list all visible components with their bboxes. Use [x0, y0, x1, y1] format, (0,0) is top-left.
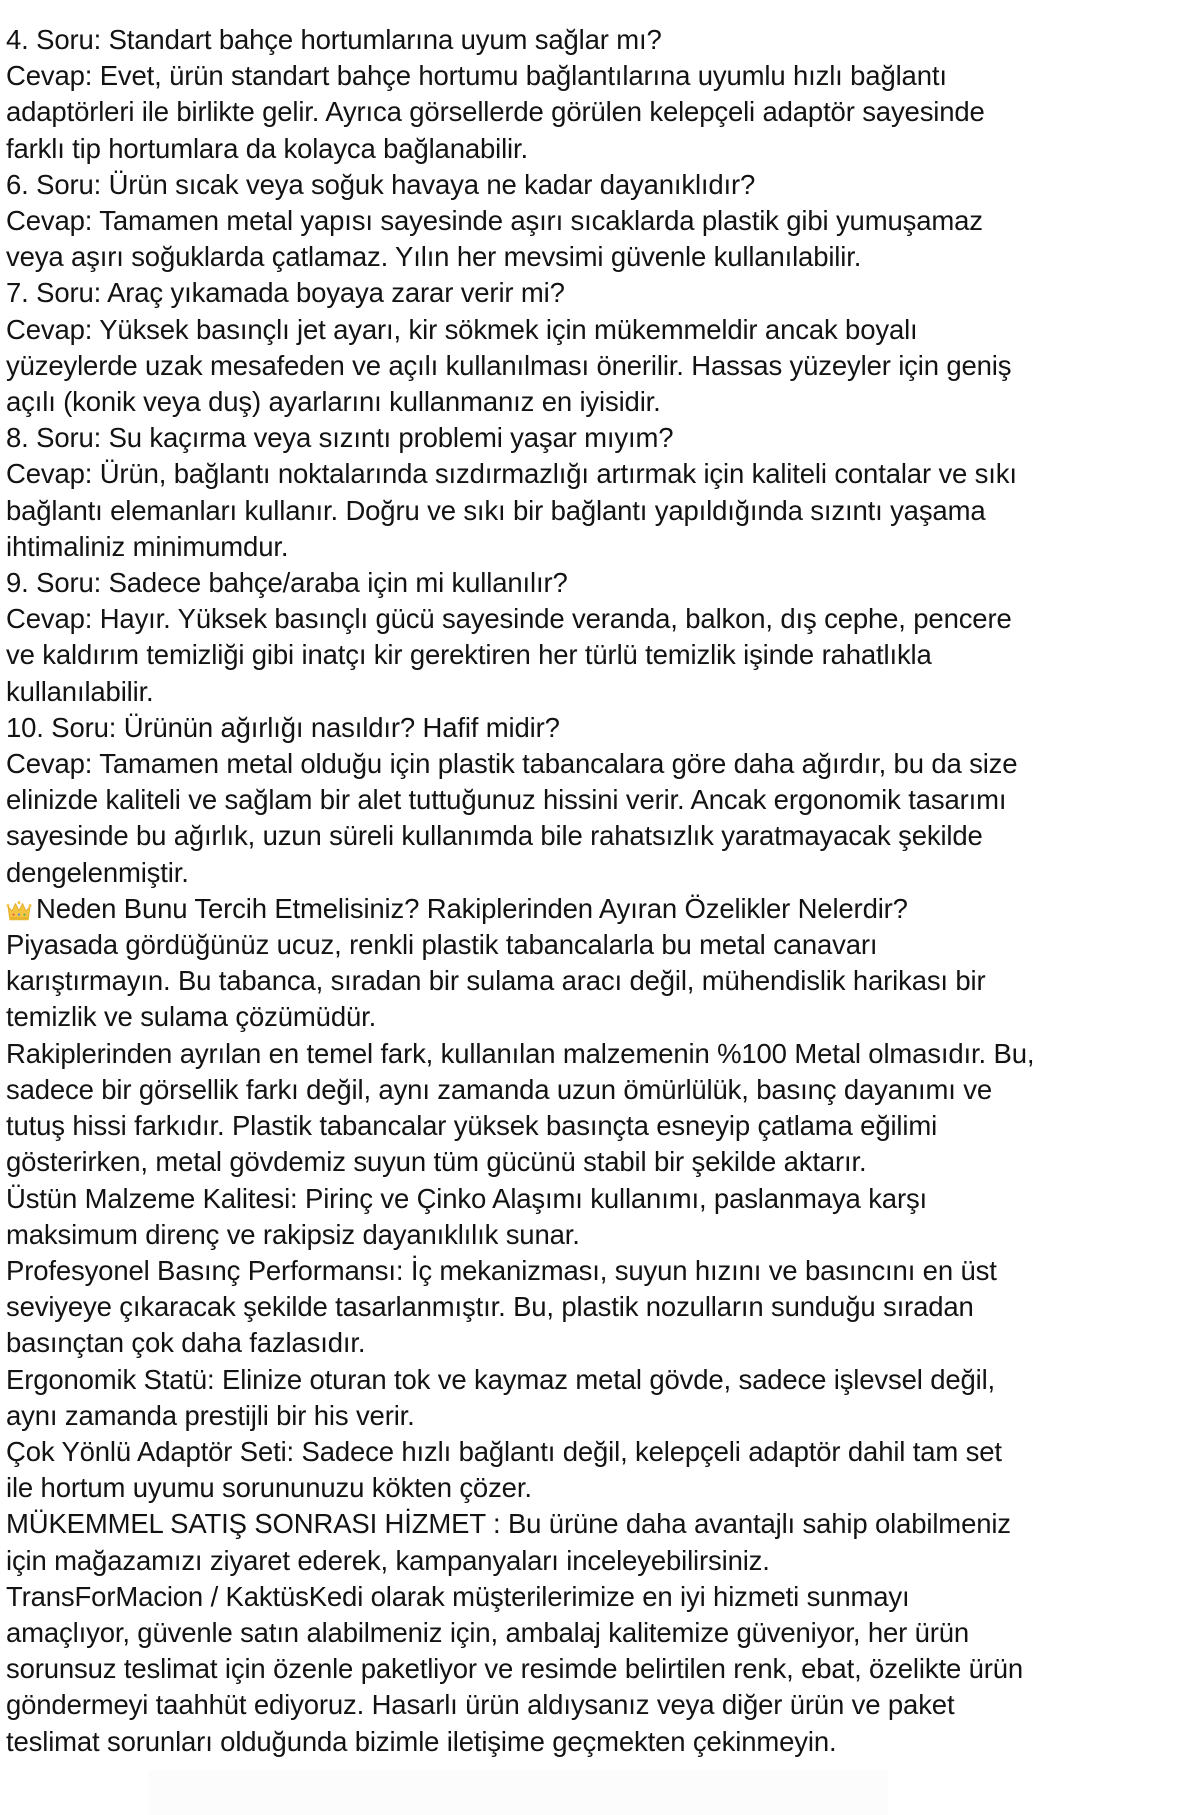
faq-question-8: 8. Soru: Su kaçırma veya sızıntı problemi yaşar mıyım? — [6, 422, 674, 454]
feature-adapter-set: Çok Yönlü Adaptör Seti: Sadece hızlı bağlantı değil, kelepçeli adaptör dahil tam set ile hortum uyumu sorununuzu kökten çözer. — [6, 1435, 1010, 1504]
document-text-body — [6, 22, 1042, 1760]
faq-answer-8: Cevap: Ürün, bağlantı noktalarında sızdırmazlığı artırmak için kaliteli contalar ve sıkı bağlantı elemanları kullanır. Doğru ve sıkı bir bağlantı yapıldığında sızıntı yaşama ihtimaliniz minimumdur. — [6, 458, 1025, 562]
why-choose-heading — [6, 891, 1036, 927]
faq-question-10: 10. Soru: Ürünün ağırlığı nasıldır? Hafif midir? — [6, 711, 560, 743]
faq-answer-7: Cevap: Yüksek basınçlı jet ayarı, kir sökmek için mükemmeldir ancak boyalı yüzeylerde uzak mesafeden ve açılı kullanılması önerilir. Hassas yüzeyler için geniş açılı (konik veya duş) ayarlarını kullanmanız en iyisidir. — [6, 313, 1019, 418]
faq-question-6: 6. Soru: Ürün sıcak veya soğuk havaya ne kadar dayanıklıdır? — [6, 168, 756, 200]
feature-ergonomic-status: Ergonomik Statü: Elinize oturan tok ve kaymaz metal gövde, sadece işlevsel değil, aynı zamanda prestijli bir his verir. — [6, 1363, 1003, 1431]
faq-answer-4: Cevap: Evet, ürün standart bahçe hortumu bağlantılarına uyumlu hızlı bağlantı adaptörleri ile birlikte gelir. Ayrıca görsellerde görülen kelepçeli adaptör sayesinde farklı tip hortumlara da kolayca bağlanabilir. — [6, 60, 993, 164]
footer-placeholder-block — [148, 1770, 888, 1815]
seller-promise: TransForMacion / KaktüsKedi olarak müşterilerimize en iyi hizmeti sunmayı amaçlıyor, güvenle satın alabilmeniz için, ambalaj kalitemize güveniyor, her ürün sorunsuz teslimat için özenle paketliyor ve resimde belirtilen renk, ebat, özelikte ürün göndermeyi taahhüt ediyoruz. Hasarlı ürün aldıysanız veya diğer ürün ve paket teslimat sorunları olduğunda bizimle iletişime geçmekten çekinmeyin. — [6, 1580, 1031, 1757]
crown-icon — [6, 898, 32, 922]
intro-paragraph: Piyasada gördüğünüz ucuz, renkli plastik tabancalarla bu metal canavarı karıştırmayın. Bu tabanca, sıradan bir sulama aracı değil, mühendislik harikası bir temizlik ve sulama çözümüdür. — [6, 929, 994, 1033]
feature-pressure-performance: Profesyonel Basınç Performansı: İç mekanizması, suyun hızını ve basıncını en üst seviyeye çıkaracak şekilde tasarlanmıştır. Bu, plastik nozulların sunduğu sıradan basınçtan çok daha fazlasıdır. — [6, 1254, 1005, 1359]
faq-question-9: 9. Soru: Sadece bahçe/araba için mi kullanılır? — [6, 567, 568, 599]
faq-question-7: 7. Soru: Araç yıkamada boyaya zarar verir mi? — [6, 277, 565, 309]
faq-answer-10: Cevap: Tamamen metal olduğu için plastik tabancalara göre daha ağırdır, bu da size elinizde kaliteli ve sağlam bir alet tuttuğunuz hissini verir. Ancak ergonomik tasarımı sayesinde bu ağırlık, uzun süreli kullanımda bile rahatsızlık yaratmayacak şekilde dengelenmiştir. — [6, 748, 1025, 888]
material-difference-paragraph: Rakiplerinden ayrılan en temel fark, kullanılan malzemenin %100 Metal olmasıdır. Bu, sadece bir görsellik farkı değil, aynı zamanda uzun ömürlülük, basınç dayanımı ve tutuş hissi farkıdır. Plastik tabancalar yüksek basınçta esneyip çatlama eğilimi gösterirken, metal gövdemiz suyun tüm gücünü stabil bir şekilde aktarır. — [6, 1037, 1042, 1178]
feature-material-quality: Üstün Malzeme Kalitesi: Pirinç ve Çinko Alaşımı kullanımı, paslanmaya karşı maksimum direnç ve rakipsiz dayanıklılık sunar. — [6, 1182, 935, 1250]
why-choose-heading-text: Neden Bunu Tercih Etmelisiniz? Rakiplerinden Ayıran Özelikler Nelerdir? — [36, 892, 908, 924]
faq-question-4: 4. Soru: Standart bahçe hortumlarına uyum sağlar mı? — [6, 24, 662, 55]
after-sales-service: MÜKEMMEL SATIŞ SONRASI HİZMET : Bu ürüne daha avantajlı sahip olabilmeniz için mağazamızı ziyaret ederek, kampanyaları inceleyebilirsiniz. — [6, 1508, 1019, 1576]
faq-answer-9: Cevap: Hayır. Yüksek basınçlı gücü sayesinde veranda, balkon, dış cephe, pencere ve kaldırım temizliği gibi inatçı kir gerektiren her türlü temizlik işinde rahatlıkla kullanılabilir. — [6, 603, 1020, 707]
faq-answer-6: Cevap: Tamamen metal yapısı sayesinde aşırı sıcaklarda plastik gibi yumuşamaz veya aşırı soğuklarda çatlamaz. Yılın her mevsimi güvenle kullanılabilir. — [6, 205, 991, 273]
